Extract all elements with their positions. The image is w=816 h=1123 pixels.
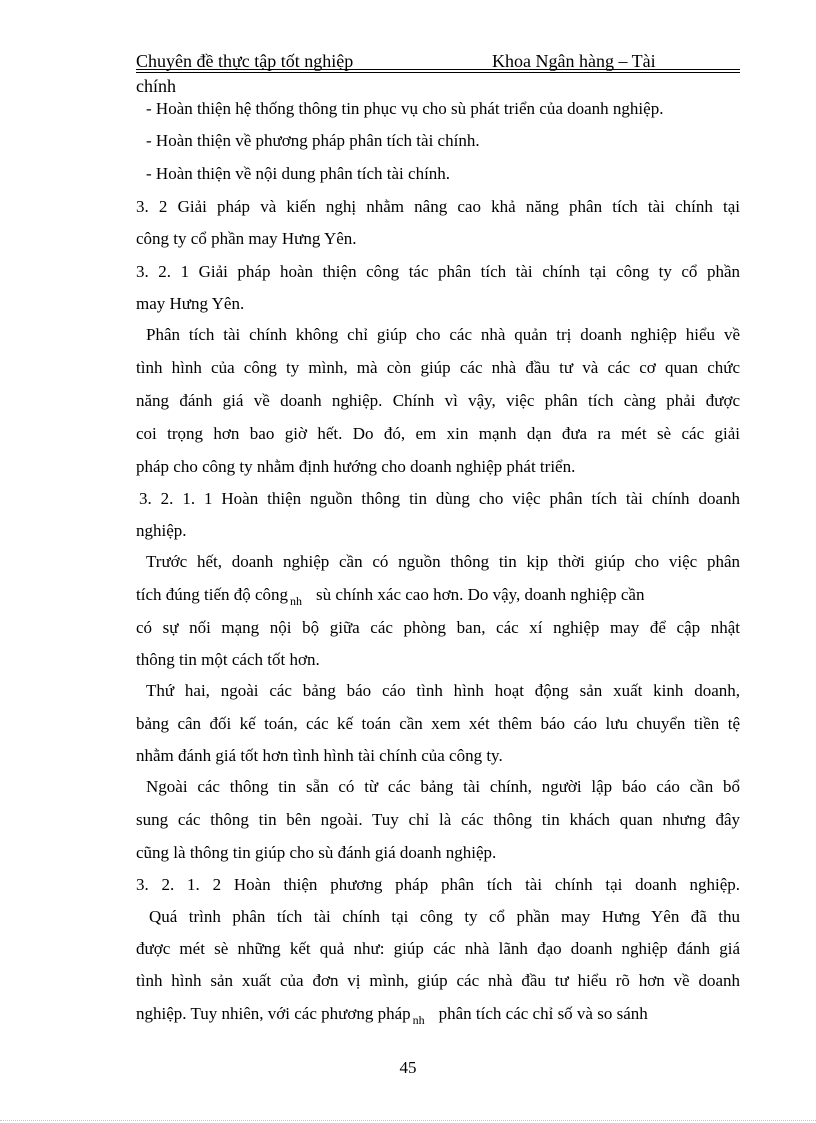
header-course-title: Chuyên đề thực tập tốt nghiệp: [136, 51, 354, 71]
page-number: 45: [399, 1058, 417, 1077]
subsection-heading: may Hưng Yên.: [136, 294, 245, 313]
paragraph-line: coi trọng hơn bao giờ hết. Do đó, em xin mạnh dạn đưa ra mét sè các giải: [136, 424, 740, 443]
bullet-line: - Hoàn thiện về phương pháp phân tích tài chính.: [146, 131, 480, 150]
paragraph-line: Quá trình phân tích tài chính tại công ty cổ phần may Hưng Yên đã thu: [149, 907, 740, 926]
paragraph-line: [136, 1003, 740, 1026]
line-text: tích đúng tiến độ công: [136, 585, 289, 604]
subsubsection-heading: nghiệp.: [136, 521, 187, 540]
paragraph-line: năng đánh giá về doanh nghiệp. Chính vì vậy, việc phân tích càng phải được: [136, 391, 740, 410]
bullet-line: - Hoàn thiện về nội dung phân tích tài chính.: [146, 164, 451, 183]
line-text: phân tích các chỉ số và so sánh: [438, 1004, 648, 1023]
paragraph-line: pháp cho công ty nhằm định hướng cho doanh nghiệp phát triển.: [136, 457, 576, 476]
line-text: sù chính xác cao hơn. Do vậy, doanh nghiệp cần: [316, 585, 645, 604]
paragraph-line: được mét sè những kết quả như: giúp các nhà lãnh đạo doanh nghiệp đánh giá: [136, 939, 740, 958]
subscript-mark: nh: [412, 1013, 425, 1027]
header-rule-bottom: [136, 72, 740, 73]
page-bottom-border: [0, 1120, 816, 1121]
header-rule-top: [136, 69, 740, 70]
paragraph-line: Thứ hai, ngoài các bảng báo cáo tình hình hoạt động sản xuất kinh doanh,: [146, 681, 740, 700]
paragraph-line: sung các thông tin bên ngoài. Tuy chỉ là các thông tin khách quan nhưng đây: [136, 810, 740, 829]
paragraph-line: [136, 584, 740, 607]
subsection-heading: 3. 2. 1 Giải pháp hoàn thiện công tác phân tích tài chính tại công ty cổ phần: [136, 262, 740, 281]
subsubsection-heading: 3. 2. 1. 2 Hoàn thiện phương pháp phân tích tài chính tại doanh nghiệp.: [136, 875, 740, 894]
paragraph-line: tình hình sản xuất của đơn vị mình, giúp các nhà đầu tư hiểu rõ hơn về doanh: [136, 971, 740, 990]
paragraph-line: nhằm đánh giá tốt hơn tình hình tài chính của công ty.: [136, 746, 503, 765]
paragraph-line: Trước hết, doanh nghiệp cần có nguồn thông tin kịp thời giúp cho việc phân: [146, 552, 740, 571]
paragraph-line: cũng là thông tin giúp cho sù đánh giá doanh nghiệp.: [136, 843, 497, 862]
header-faculty: Khoa Ngân hàng – Tài: [492, 51, 656, 71]
paragraph-line: Ngoài các thông tin sẵn có từ các bảng tài chính, người lập báo cáo cần bổ: [146, 777, 740, 796]
section-heading: 3. 2 Giải pháp và kiến nghị nhằm nâng cao khả năng phân tích tài chính tại: [136, 197, 740, 216]
bullet-line: - Hoàn thiện hệ thống thông tin phục vụ cho sù phát triển của doanh nghiệp.: [146, 99, 664, 118]
subsubsection-heading: 3. 2. 1. 1 Hoàn thiện nguồn thông tin dùng cho việc phân tích tài chính doanh: [139, 489, 740, 508]
paragraph-line: Phân tích tài chính không chỉ giúp cho các nhà quản trị doanh nghiệp hiểu về: [146, 325, 740, 344]
paragraph-line: bảng cân đối kế toán, các kế toán cần xem xét thêm báo cáo lưu chuyển tiền tệ: [136, 714, 740, 733]
paragraph-line: thông tin một cách tốt hơn.: [136, 650, 320, 669]
section-heading: công ty cổ phần may Hưng Yên.: [136, 229, 357, 248]
subscript-mark: nh: [290, 594, 303, 608]
paragraph-line: tình hình của công ty mình, mà còn giúp các nhà đầu tư và các cơ quan chức: [136, 358, 740, 377]
header-continuation: chính: [136, 76, 176, 96]
line-text: nghiệp. Tuy nhiên, với các phương pháp: [136, 1004, 411, 1023]
paragraph-line: có sự nối mạng nội bộ giữa các phòng ban, các xí nghiệp may để cập nhật: [136, 618, 740, 637]
